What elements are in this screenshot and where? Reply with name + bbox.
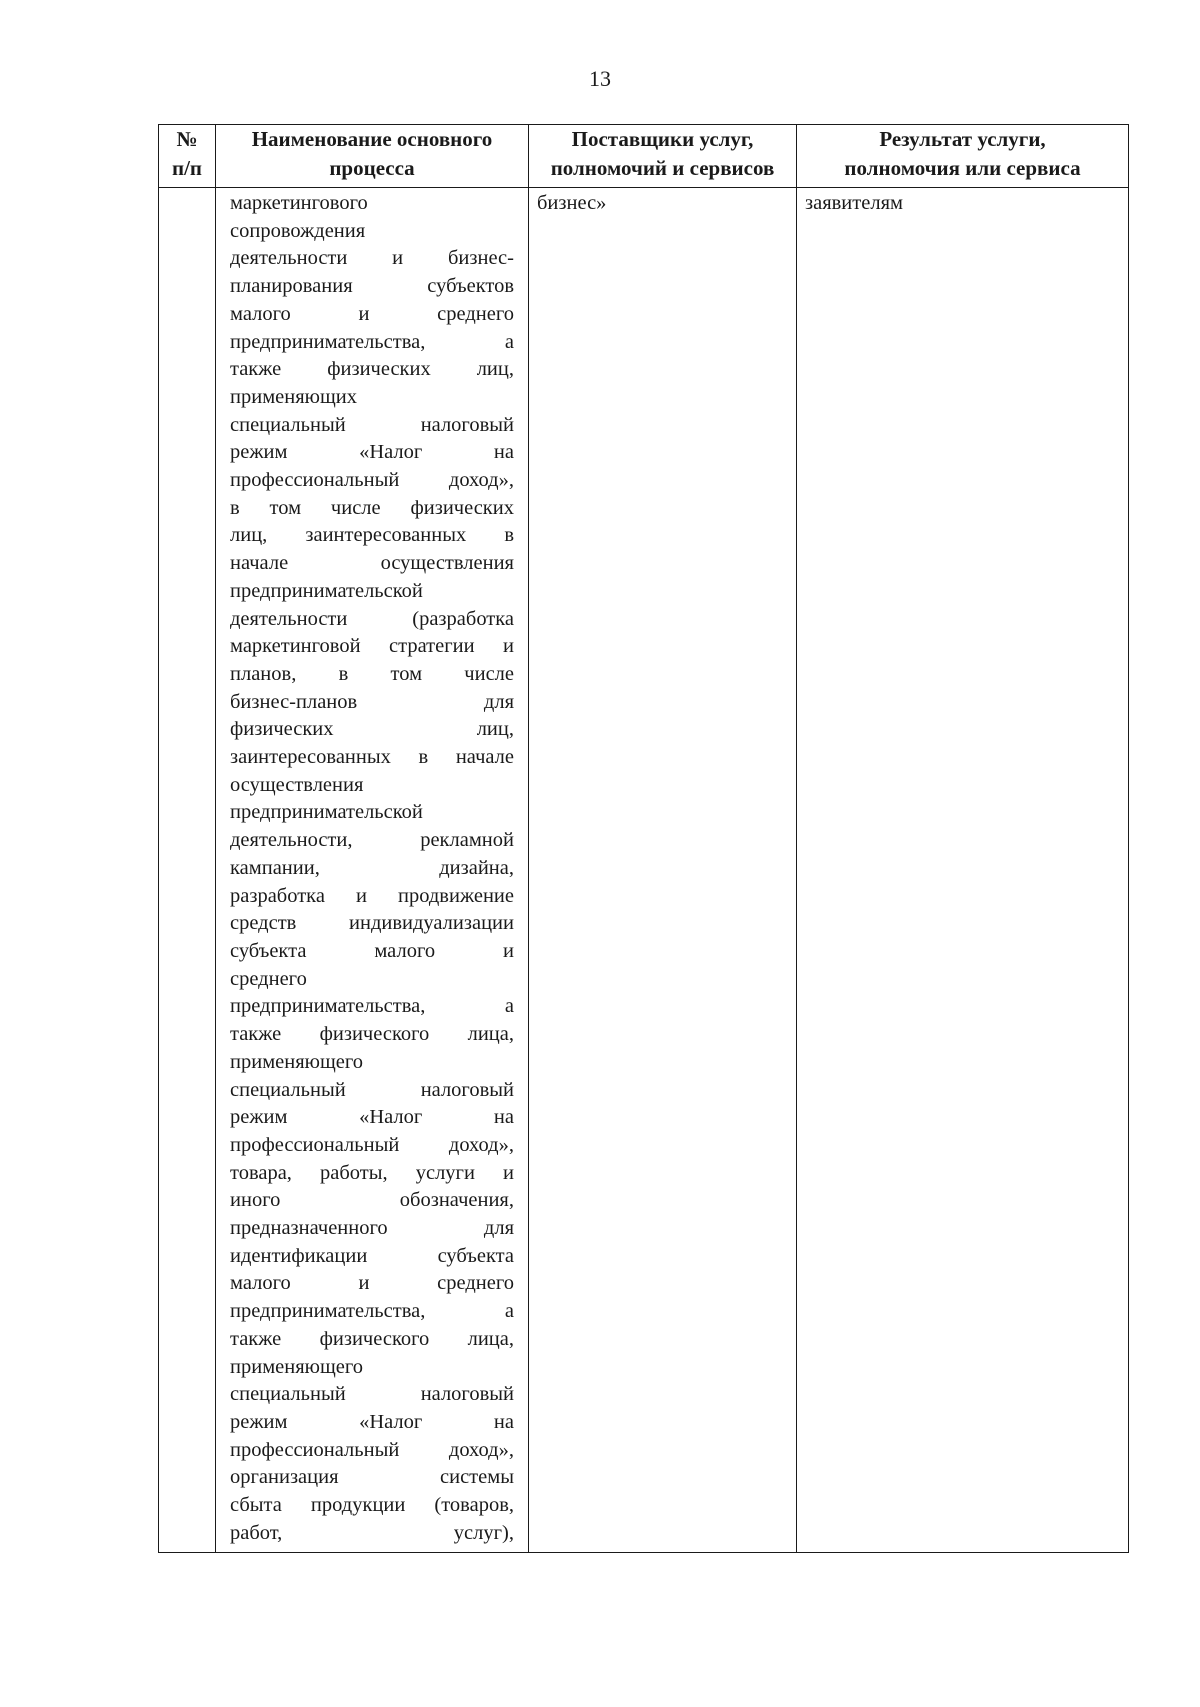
- table-row: [159, 188, 1129, 1553]
- process-line: среднего: [230, 967, 307, 990]
- process-line: малого и среднего: [230, 302, 514, 325]
- page-number: 13: [589, 66, 611, 91]
- process-line: применяющих: [230, 385, 357, 408]
- process-line: также физического лица,: [230, 1023, 514, 1046]
- process-line: профессиональный доход»,: [230, 1438, 514, 1461]
- cell-result: [797, 188, 1129, 1553]
- process-line: иного обозначения,: [230, 1189, 514, 1212]
- process-line: лиц, заинтересованных в: [230, 524, 514, 547]
- process-line: предпринимательства, а: [230, 330, 514, 353]
- process-line: специальный налоговый: [230, 1078, 514, 1101]
- table-header-row: [159, 125, 1129, 188]
- process-line: субъекта малого и: [230, 939, 514, 962]
- suppliers-text: бизнес»: [537, 192, 607, 214]
- process-line: средств индивидуализации: [230, 912, 514, 935]
- process-line: деятельности (разработка: [230, 607, 514, 630]
- process-line: малого и среднего: [230, 1272, 514, 1295]
- process-line: сопровождения: [230, 219, 366, 242]
- process-line: профессиональный доход»,: [230, 1133, 514, 1156]
- process-line: специальный налоговый: [230, 1383, 514, 1406]
- process-line: также физического лица,: [230, 1327, 514, 1350]
- process-line: маркетингового: [230, 192, 368, 214]
- process-line: осуществления: [230, 773, 364, 796]
- header-number: № п/п: [159, 125, 216, 188]
- process-line: режим «Налог на: [230, 1410, 514, 1433]
- process-line: товара, работы, услуги и: [230, 1161, 514, 1184]
- process-line: предназначенного для: [230, 1217, 514, 1240]
- process-line: профессиональный доход»,: [230, 469, 514, 492]
- process-line: заинтересованных в начале: [230, 746, 514, 769]
- process-line: маркетинговой стратегии и: [230, 635, 514, 658]
- services-table: [158, 124, 1129, 1553]
- process-line: предпринимательской: [230, 801, 423, 824]
- process-text: [216, 188, 528, 1547]
- process-line: физических лиц,: [230, 718, 514, 741]
- process-line: предпринимательской: [230, 579, 423, 602]
- cell-number: [159, 188, 216, 1553]
- header-result: Результат услуги, полномочия или сервиса: [797, 125, 1129, 188]
- header-process-name: Наименование основного процесса: [216, 125, 529, 188]
- process-line: предпринимательства, а: [230, 995, 514, 1018]
- process-line: применяющего: [230, 1355, 364, 1378]
- process-line: применяющего: [230, 1050, 364, 1073]
- process-line: работ, услуг),: [230, 1521, 514, 1544]
- process-line: деятельности, рекламной: [230, 829, 514, 852]
- cell-process-name: [216, 188, 529, 1553]
- process-line: кампании, дизайна,: [230, 856, 514, 879]
- process-line: идентификации субъекта: [230, 1244, 514, 1267]
- process-line: планирования субъектов: [230, 275, 514, 298]
- process-line: разработка и продвижение: [230, 884, 514, 907]
- header-suppliers: Поставщики услуг, полномочий и сервисов: [529, 125, 797, 188]
- process-line: режим «Налог на: [230, 441, 514, 464]
- process-line: сбыта продукции (товаров,: [230, 1494, 514, 1517]
- process-line: в том числе физических: [230, 496, 514, 519]
- process-line: также физических лиц,: [230, 358, 514, 381]
- process-line: режим «Налог на: [230, 1106, 514, 1129]
- process-line: деятельности и бизнес-: [230, 247, 514, 270]
- result-text: заявителям: [805, 192, 903, 214]
- process-line: специальный налоговый: [230, 413, 514, 436]
- cell-suppliers: [529, 188, 797, 1553]
- process-line: бизнес-планов для: [230, 690, 514, 713]
- process-line: начале осуществления: [230, 552, 514, 575]
- process-line: предпринимательства, а: [230, 1300, 514, 1323]
- process-line: планов, в том числе: [230, 662, 514, 685]
- process-line: организация системы: [230, 1466, 514, 1489]
